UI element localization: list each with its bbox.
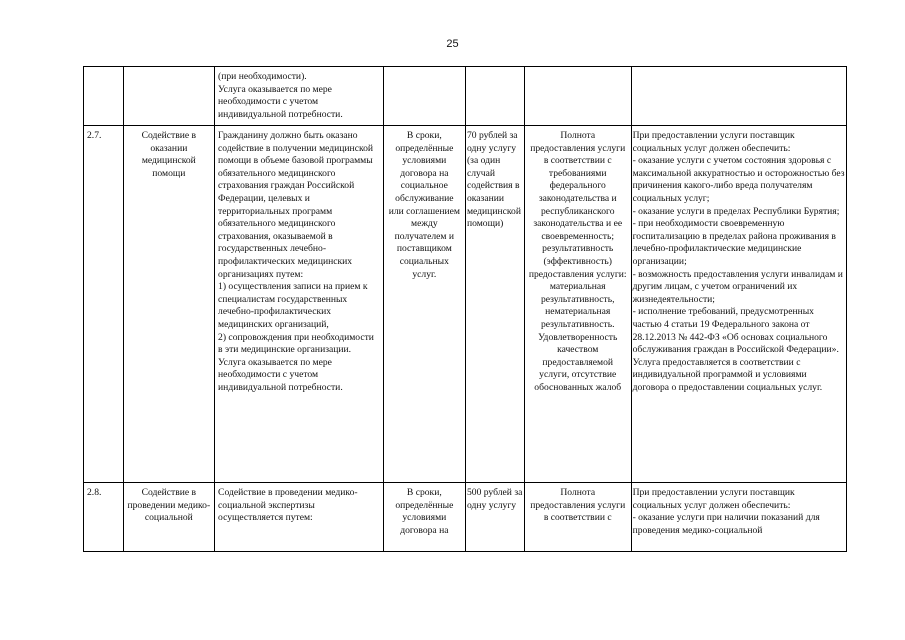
service-indicators: Полнота предоставления услуги в соответствии с <box>530 487 626 524</box>
service-terms-cell <box>383 67 465 126</box>
service-name: Содействие в проведении медико-социальной <box>127 487 211 524</box>
page-number: 25 <box>446 38 459 50</box>
service-description-cell <box>215 67 384 126</box>
service-name-cell <box>123 126 214 483</box>
service-indicators-cell <box>524 67 631 126</box>
service-price-cell <box>465 126 524 483</box>
service-description: Содействие в проведении медико-социальной экспертизы осуществляется путем: <box>218 487 358 524</box>
services-table <box>83 66 847 552</box>
service-conditions-cell <box>631 483 846 552</box>
service-terms: В сроки, определённые условиями договора на социальное обслуживание или соглашением между получателем и поставщиком социальных услуг. <box>388 130 460 280</box>
service-terms-cell <box>383 483 465 552</box>
service-name-cell <box>123 483 214 552</box>
service-description-cell <box>215 126 384 483</box>
row-number-cell <box>84 483 124 552</box>
service-conditions-cell <box>631 67 846 126</box>
service-indicators-cell <box>524 483 631 552</box>
service-price-cell <box>465 483 524 552</box>
row-number: 2.8. <box>87 487 102 498</box>
service-name-cell <box>123 67 214 126</box>
service-indicators-cell <box>524 126 631 483</box>
service-price: 500 рублей за одну услугу <box>466 487 523 511</box>
service-conditions: При предоставлении услуги поставщик социальных услуг должен обеспечить: - оказание услуги с учетом состояния здоровья с максимальной аккуратностью и осторожностью без причинения какого-либо вреда получателям социальных услуг; - оказание услуги в пределах Республики Бурятия; - при необходимости своевременную госпитализацию в пределах района проживания в лечебно-профилактические медицинские организации; - возможность предоставления услуги инвалидам и другим лицам, с учетом ограничений их жизнедеятельности; - исполнение требований, предусмотренных частью 4 статьи 19 Федерального закона от 28.12.2013 № 442-ФЗ «Об основах социального обслуживания граждан в Российской Федерации». Услуга предоставляется в соответствии с индивидуальной программой и условиями договора о предоставлении социальных услуг. <box>632 130 845 393</box>
table-row <box>84 483 847 552</box>
service-price-cell <box>465 67 524 126</box>
service-conditions: При предоставлении услуги поставщик социальных услуг должен обеспечить: - оказание услуги при наличии показаний для проведения медико-социальной <box>632 487 820 536</box>
service-terms: В сроки, определённые условиями договора на <box>395 487 454 536</box>
row-number-cell <box>84 126 124 483</box>
row-number: 2.7. <box>87 130 102 141</box>
service-description: (при необходимости). Услуга оказывается по мере необходимости с учетом индивидуальной потребности. <box>218 71 343 120</box>
row-number-cell <box>84 67 124 126</box>
service-conditions-cell <box>631 126 846 483</box>
service-price: 70 рублей за одну услугу (за один случай содействия в оказании медицинской помощи) <box>466 130 521 230</box>
table-row <box>84 126 847 483</box>
service-indicators: Полнота предоставления услуги в соответствии с требованиями федерального законодательства и республиканского законодательства и ее своевременность; результативность (эффективность) предоставления услуги: материальная результативность, нематериальная результативность. Удовлетворенность качеством предоставляемой услуги, отсутствие обоснованных жалоб <box>528 130 627 393</box>
service-terms-cell <box>383 126 465 483</box>
service-name: Содействие в оказании медицинской помощи <box>141 130 197 179</box>
service-description: Гражданину должно быть оказано содействие в получении медицинской помощи в объеме базовой программы обязательного медицинского страхования граждан Российской Федерации, целевых и территориальных программ обязательного медицинского страхования, оказываемой в государственных лечебно-профилактических медицинских организациях путем: 1) осуществления записи на прием к специалистам государственных лечебно-профилактических медицинских организаций, 2) сопровождения при необходимости в эти медицинские организации. Услуга оказывается по мере необходимости с учетом индивидуальной потребности. <box>218 130 374 393</box>
service-description-cell <box>215 483 384 552</box>
table-row <box>84 67 847 126</box>
